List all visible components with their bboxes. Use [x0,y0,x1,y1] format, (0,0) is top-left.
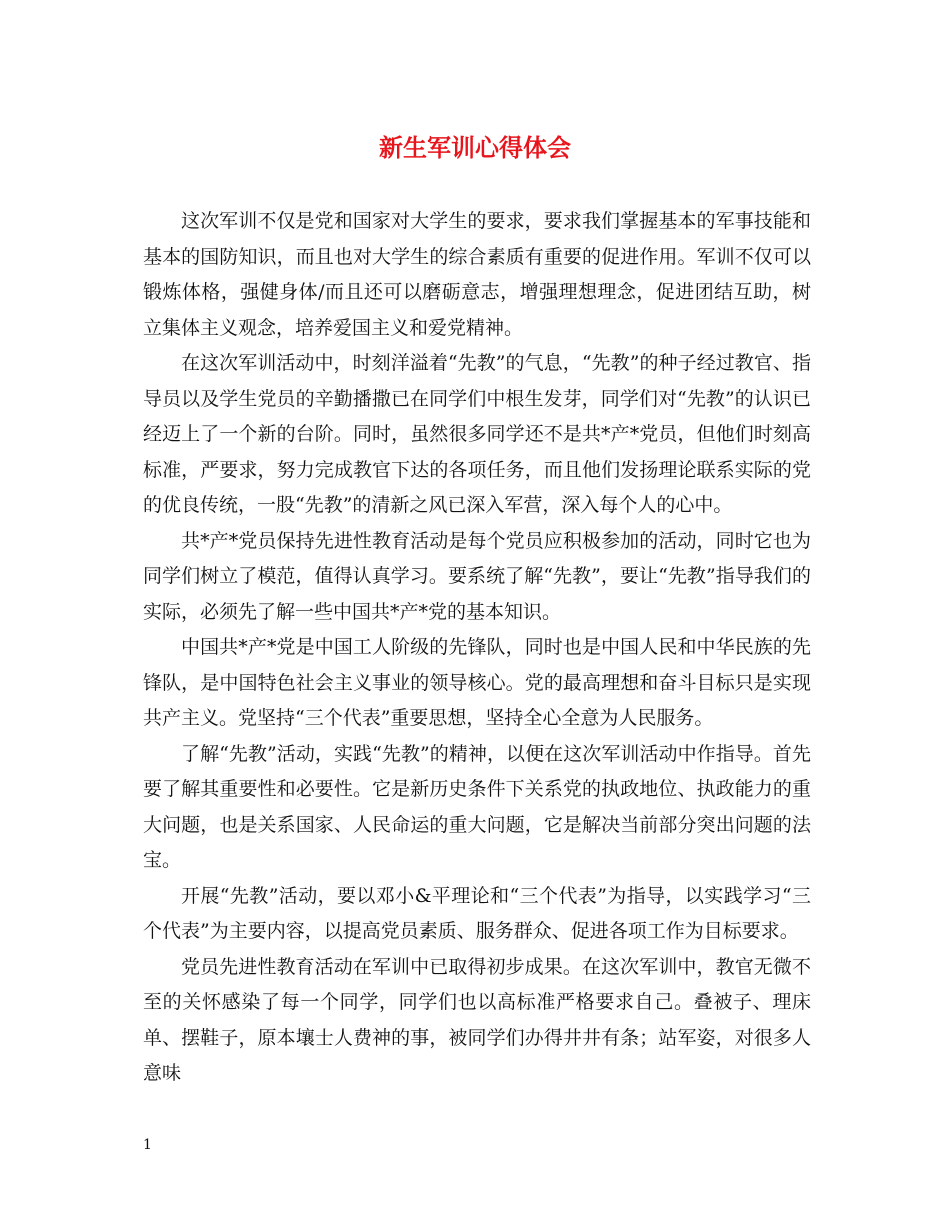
paragraph-3: 共*产*党员保持先进性教育活动是每个党员应积极参加的活动，同时它也为同学们树立了模范，值得认真学习。要系统了解“先教”，要让“先教”指导我们的实际，必须先了解一些中国共*产*党的基本知识。 [143,529,811,623]
paragraph-7: 党员先进性教育活动在军训中已取得初步成果。在这次军训中，教官无微不至的关怀感染了每一个同学，同学们也以高标准严格要求自己。叠被子、理床单、摆鞋子，原本壤士人费神的事，被同学们办得井井有条；站军姿，对很多人意味 [143,955,811,1084]
paragraph-6: 开展“先教”活动，要以邓小&平理论和“三个代表”为指导，以实践学习“三个代表”为主要内容，以提高党员素质、服务群众、促进各项工作为目标要求。 [143,884,811,942]
paragraph-2: 在这次军训活动中，时刻洋溢着“先教”的气息，“先教”的种子经过教官、指导员以及学生党员的辛勤播撒已在同学们中根生发芽，同学们对“先教”的认识已经迈上了一个新的台阶。同时，虽然很多同学还不是共*产*党员，但他们时刻高标准，严要求，努力完成教官下达的各项任务，而且他们发扬理论联系实际的党的优良传统，一股“先教”的清新之风已深入军营，深入每个人的心中。 [143,352,811,516]
document-body [143,204,811,1092]
paragraph-1: 这次军训不仅是党和国家对大学生的要求，要求我们掌握基本的军事技能和基本的国防知识，而且也对大学生的综合素质有重要的促进作用。军训不仅可以锻炼体格，强健身体/而且还可以磨砺意志，增强理想理念，促进团结互助，树立集体主义观念，培养爱国主义和爱党精神。 [143,210,811,339]
paragraph-5: 了解“先教”活动，实践“先教”的精神，以便在这次军训活动中作指导。首先要了解其重要性和必要性。它是新历史条件下关系党的执政地位、执政能力的重大问题，也是关系国家、人民命运的重大问题，它是解决当前部分突出问题的法宝。 [143,742,811,871]
paragraph-4: 中国共*产*党是中国工人阶级的先锋队，同时也是中国人民和中华民族的先锋队，是中国特色社会主义事业的领导核心。党的最高理想和奋斗目标只是实现共产主义。党坚持“三个代表”重要思想，坚持全心全意为人民服务。 [143,636,811,729]
page-number: 1 [143,1137,152,1153]
document-title: 新生军训心得体会 [379,133,571,162]
